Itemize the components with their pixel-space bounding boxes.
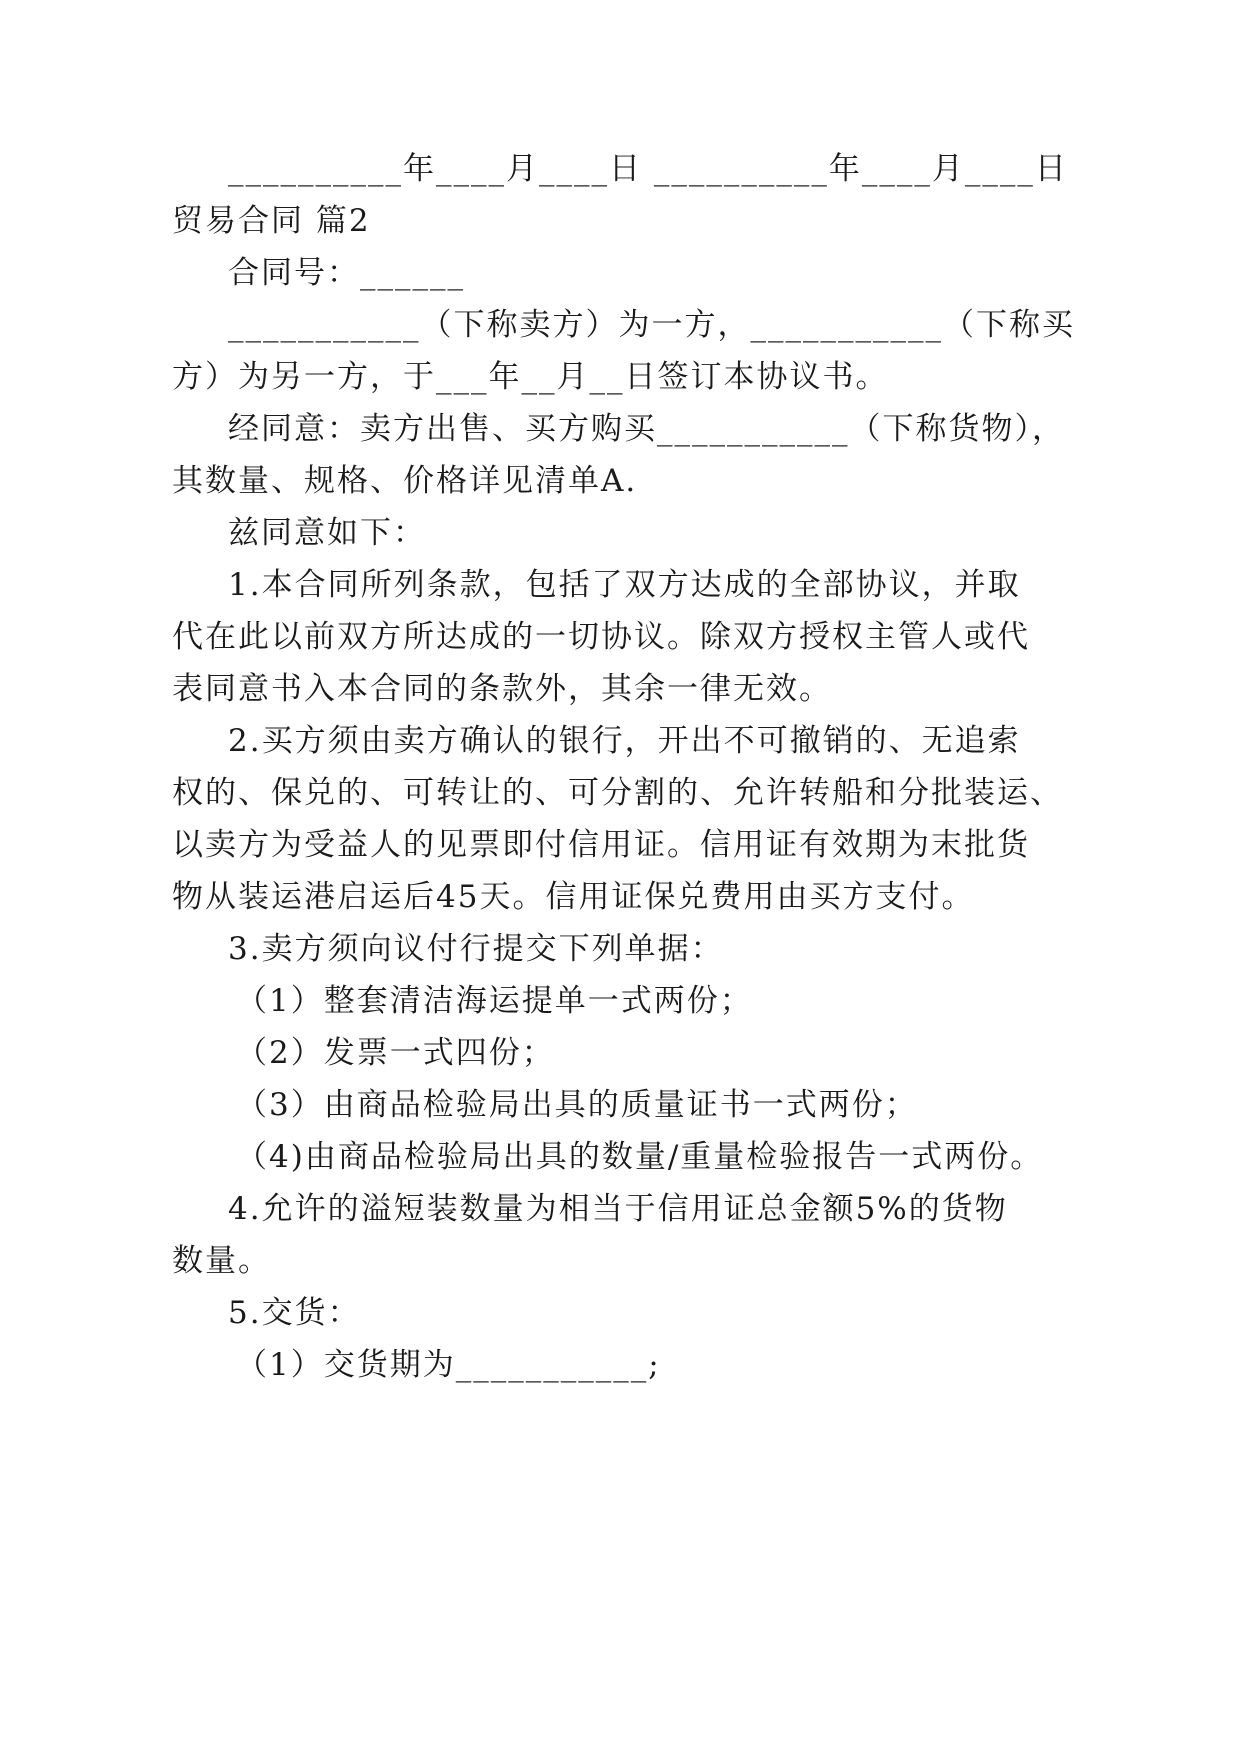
section-title: 贸易合同 篇2: [172, 203, 371, 239]
clause-1-line: 表同意书入本合同的条款外，其余一律无效。: [172, 671, 832, 707]
clause-2-line: 以卖方为受益人的见票即付信用证。信用证有效期为末批货: [172, 827, 1030, 863]
clause-1-line: 代在此以前双方所达成的一切协议。除双方授权主管人或代: [172, 619, 1030, 655]
clause-2-line: 2.买方须由卖方确认的银行，开出不可撤销的、无追索: [228, 723, 1021, 759]
paragraph-line: ___________（下称卖方）为一方，___________（下称买: [228, 307, 1075, 343]
clause-2-line: 物从装运港启运后45天。信用证保兑费用由买方支付。: [172, 879, 975, 915]
clause-3-item: （4)由商品检验局出具的数量/重量检验报告一式两份。: [236, 1139, 1044, 1175]
clause-5-item: （1）交货期为___________;: [236, 1347, 661, 1383]
clause-5-line: 5.交货：: [228, 1295, 361, 1331]
clause-3-line: 3.卖方须向议付行提交下列单据：: [228, 931, 724, 967]
clause-3-item: （1）整套清洁海运提单一式两份；: [236, 983, 753, 1019]
paragraph-line: 兹同意如下：: [228, 515, 426, 551]
date-signature-line: __________年____月____日 __________年____月____日: [228, 151, 1068, 187]
clause-3-item: （2）发票一式四份；: [236, 1035, 555, 1071]
clause-2-line: 权的、保兑的、可转让的、可分割的、允许转船和分批装运、: [172, 775, 1063, 811]
paragraph-line: 其数量、规格、价格详见清单A.: [172, 463, 638, 499]
paragraph-line: 方）为另一方，于___年__月__日签订本协议书。: [172, 359, 889, 395]
paragraph-line: 经同意：卖方出售、买方购买___________（下称货物），: [228, 411, 1065, 447]
clause-4-line: 数量。: [172, 1243, 271, 1279]
clause-3-item: （3）由商品检验局出具的质量证书一式两份；: [236, 1087, 918, 1123]
clause-4-line: 4.允许的溢短装数量为相当于信用证总金额5%的货物: [228, 1191, 1008, 1227]
contract-number-line: 合同号：______: [228, 255, 465, 291]
clause-1-line: 1.本合同所列条款，包括了双方达成的全部协议，并取: [228, 567, 1021, 603]
